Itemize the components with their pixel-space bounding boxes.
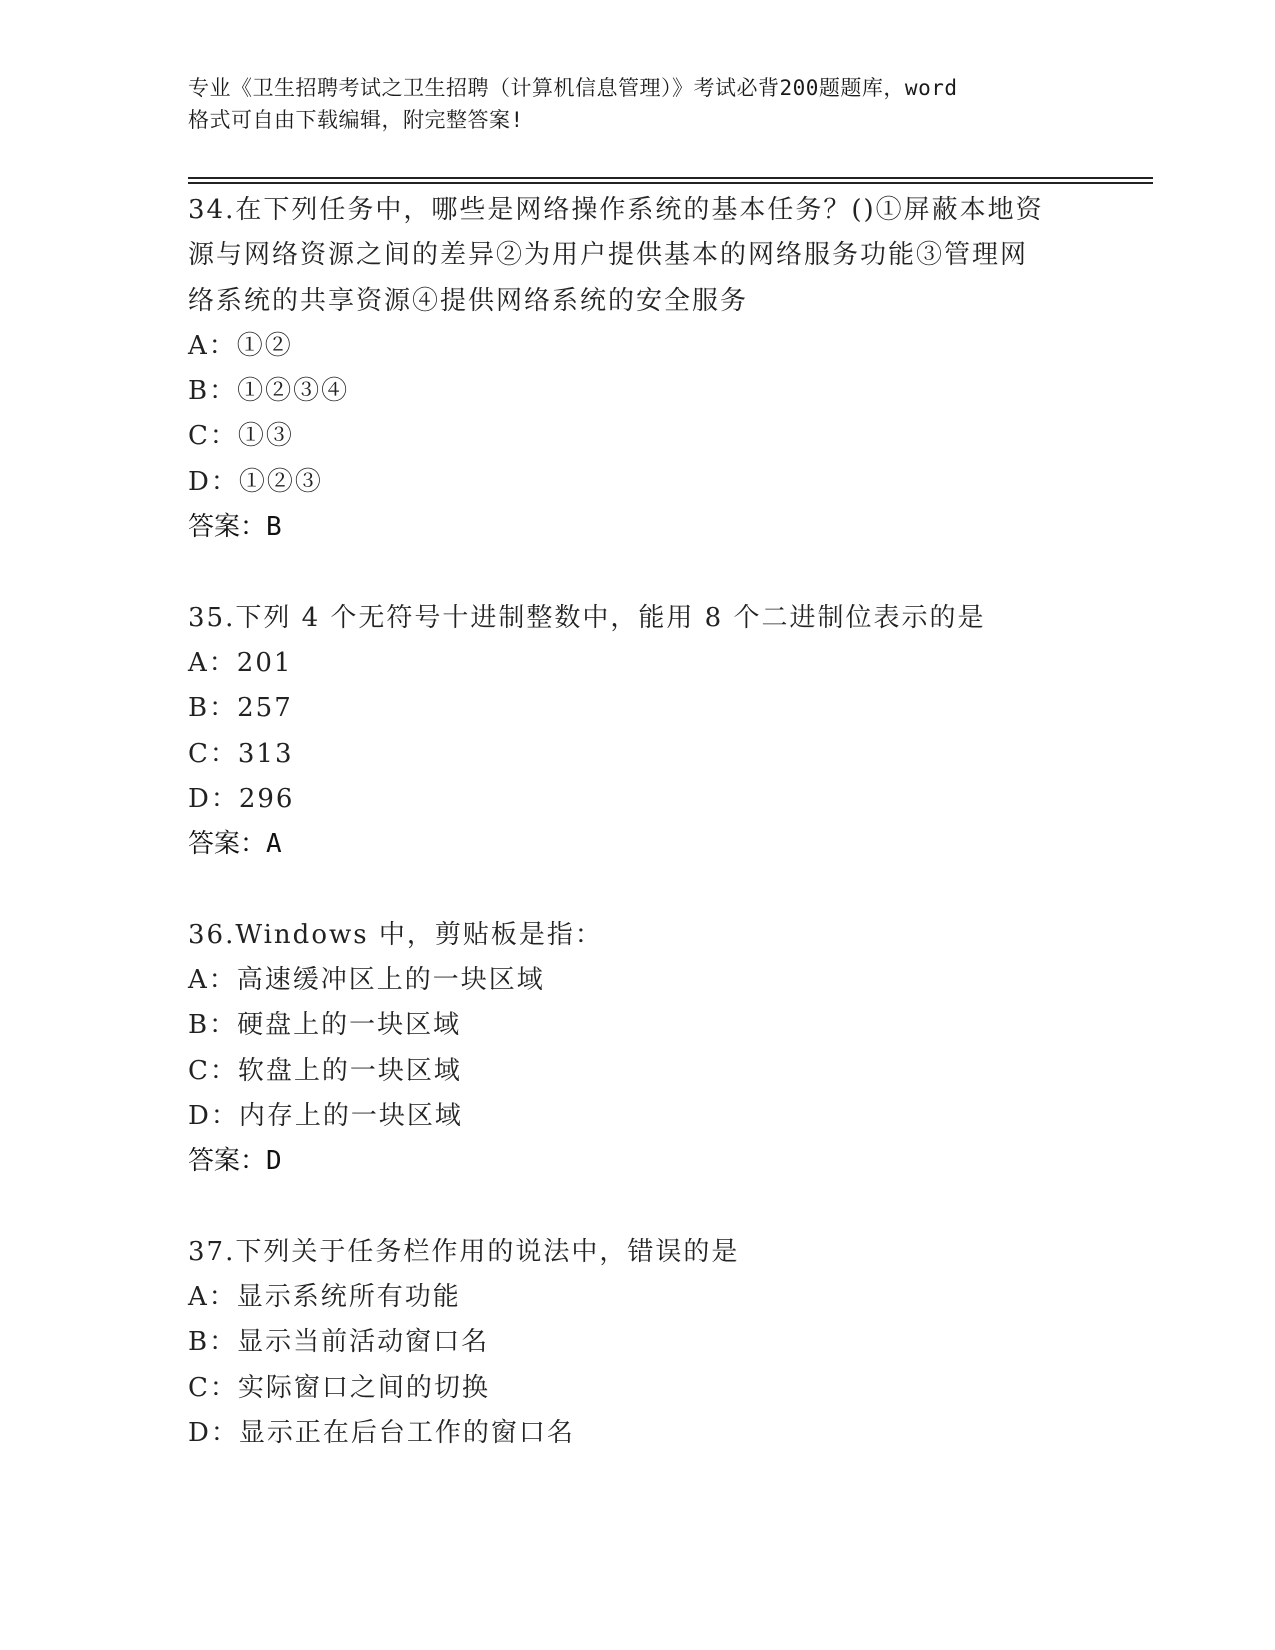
question-37 [188,1230,1088,1456]
question-text-line: 源与网络资源之间的差异②为用户提供基本的网络服务功能③管理网 [188,240,1029,271]
option-d: D：296 [188,783,295,814]
option-b: B：硬盘上的一块区域 [188,1010,462,1041]
spacer [188,1185,1088,1230]
question-36 [188,913,1088,1230]
option-c: C：实际窗口之间的切换 [188,1372,490,1403]
option-b: B：显示当前活动窗口名 [188,1327,490,1358]
header-line-2: 格式可自由下载编辑，附完整答案! [188,108,524,132]
answer: 答案：B [188,512,282,543]
question-34 [188,188,1088,596]
document-header [188,72,1088,136]
question-text-line: 34.在下列任务中，哪些是网络操作系统的基本任务？()①屏蔽本地资 [188,195,1044,225]
option-a: A：①② [188,330,293,361]
answer: 答案：A [188,829,282,860]
option-b: B：①②③④ [188,376,350,407]
option-d: D：内存上的一块区域 [188,1100,463,1131]
option-c: C：313 [188,738,294,769]
spacer [188,867,1088,912]
option-a: A：高速缓冲区上的一块区域 [188,965,545,996]
header-divider-bottom [188,182,1153,184]
question-text-line: 35.下列 4 个无符号十进制整数中，能用 8 个二进制位表示的是 [188,602,986,633]
question-list [188,188,1088,1456]
question-text-line: 36.Windows 中，剪贴板是指： [188,919,603,950]
option-a: A：201 [188,647,293,678]
spacer [188,550,1088,595]
option-b: B：257 [188,693,293,724]
option-d: D：①②③ [188,466,323,497]
question-text-line: 37.下列关于任务栏作用的说法中，错误的是 [188,1236,740,1267]
option-c: C：软盘上的一块区域 [188,1055,462,1086]
question-text-line: 络系统的共享资源④提供网络系统的安全服务 [188,285,749,316]
option-d: D：显示正在后台工作的窗口名 [188,1418,575,1449]
header-line-1: 专业《卫生招聘考试之卫生招聘（计算机信息管理）》考试必背200题题库，word [188,76,958,100]
answer: 答案：D [188,1146,282,1177]
header-divider-top [188,177,1153,179]
question-35 [188,596,1088,913]
option-a: A：显示系统所有功能 [188,1282,461,1313]
option-c: C：①③ [188,421,294,452]
